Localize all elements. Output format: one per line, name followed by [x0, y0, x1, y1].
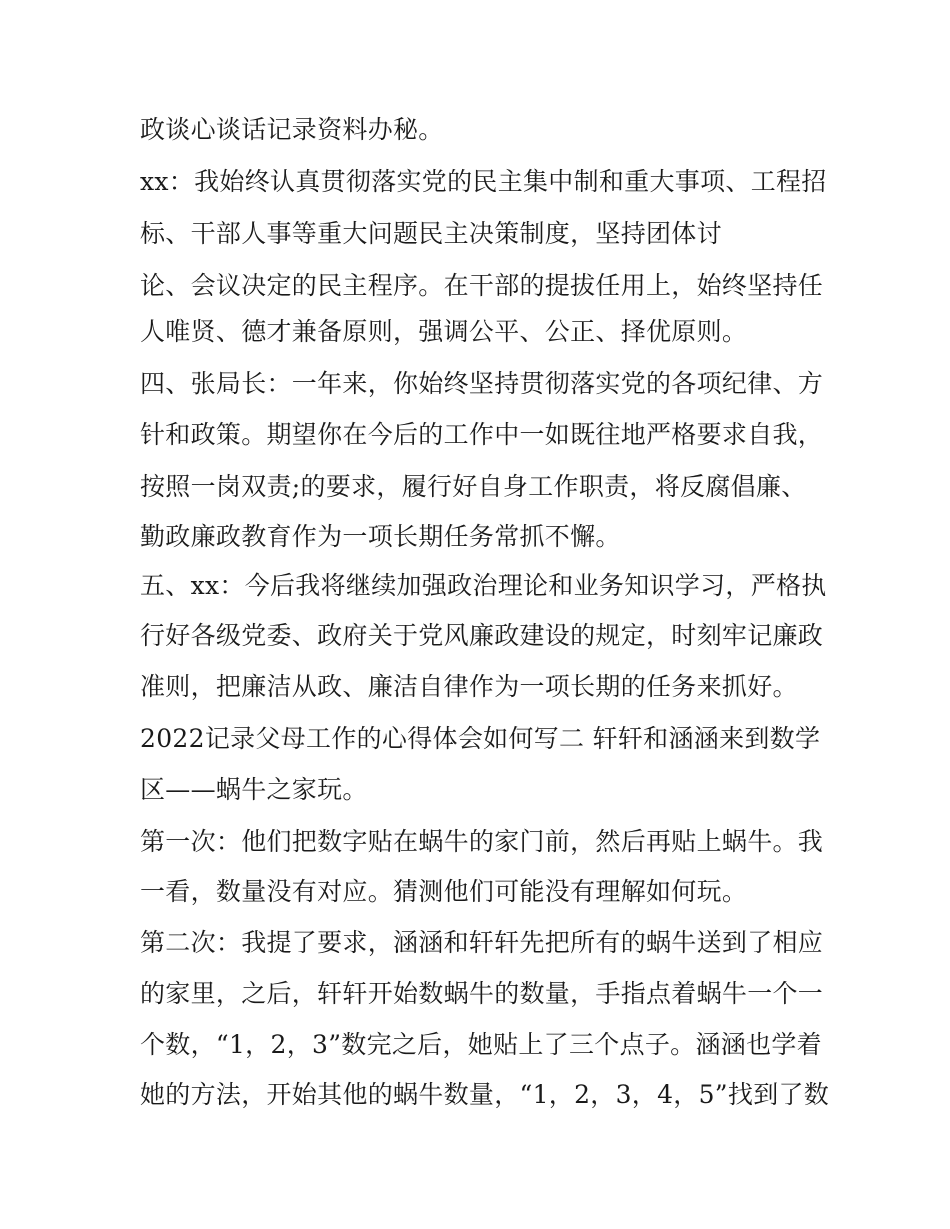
text-line: 按照一岗双责;的要求，履行好自身工作职责，将反腐倡廉、: [140, 472, 807, 501]
text-line: 的家里，之后，轩轩开始数蜗牛的数量，手指点着蜗牛一个一: [140, 979, 824, 1008]
text-line: 一看，数量没有对应。猜测他们可能没有理解如何玩。: [140, 877, 748, 906]
text-line: 准则，把廉洁从政、廉洁自律作为一项长期的任务来抓好。: [140, 672, 798, 701]
text-line: 论、会议决定的民主程序。在干部的提拔任用上，始终坚持任: [140, 271, 824, 300]
text-line: xx：我始终认真贯彻落实党的民主集中制和重大事项、工程招: [140, 167, 827, 196]
text-line: 她的方法，开始其他的蜗牛数量，“1，2，3，4，5”找到了数: [140, 1080, 830, 1109]
text-line: 四、张局长：一年来，你始终坚持贯彻落实党的各项纪律、方: [140, 369, 824, 398]
text-line: 勤政廉政教育作为一项长期任务常抓不懈。: [140, 522, 621, 551]
text-line: 2022记录父母工作的心得体会如何写二 轩轩和涵涵来到数学: [140, 724, 821, 753]
text-line: 行好各级党委、政府关于党风廉政建设的规定，时刻牢记廉政: [140, 621, 824, 650]
text-line: 人唯贤、德才兼备原则，强调公平、公正、择优原则。: [140, 317, 748, 346]
text-line: 第一次：他们把数字贴在蜗牛的家门前，然后再贴上蜗牛。我: [140, 827, 824, 856]
text-line: 标、干部人事等重大问题民主决策制度，坚持团体讨: [140, 219, 722, 248]
text-line: 第二次：我提了要求，涵涵和轩轩先把所有的蜗牛送到了相应: [140, 928, 824, 957]
text-line: 区——蜗牛之家玩。: [140, 775, 368, 804]
text-line: 针和政策。期望你在今后的工作中一如既往地严格要求自我，: [140, 420, 824, 449]
text-line: 政谈心谈话记录资料办秘。: [140, 115, 444, 144]
text-line: 五、xx：今后我将继续加强政治理论和业务知识学习，严格执: [140, 571, 827, 600]
text-line: 个数，“1，2，3”数完之后，她贴上了三个点子。涵涵也学着: [140, 1030, 822, 1059]
